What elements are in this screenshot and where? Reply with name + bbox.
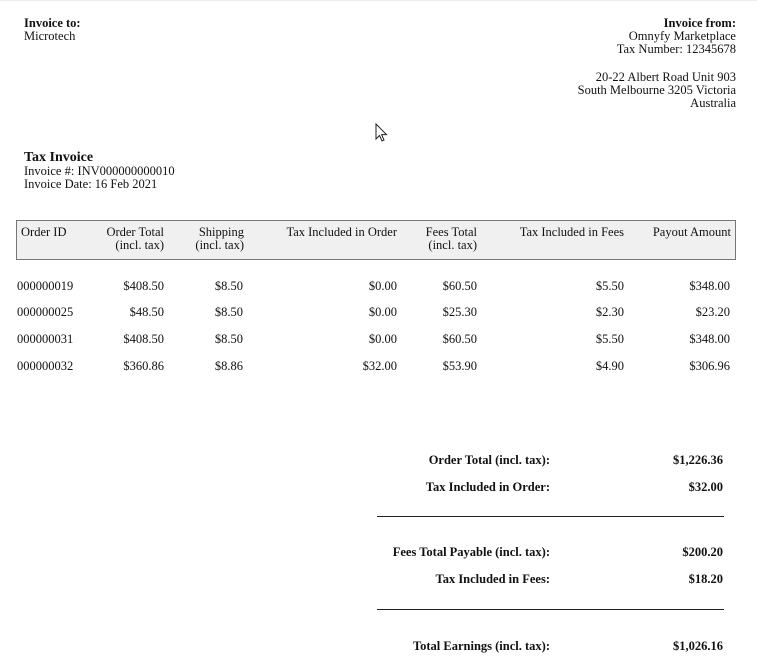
invoice-to-name: Microtech [24, 29, 76, 43]
header-order-total-line2: (incl. tax) [115, 238, 164, 252]
header-fees-total-line2: (incl. tax) [428, 238, 477, 252]
header-tax-in-fees: Tax Included in Fees [519, 225, 624, 239]
cell-order-total: $408.50 [123, 279, 164, 293]
header-shipping-line1: Shipping [198, 225, 244, 239]
address-line-2: South Melbourne 3205 Victoria [577, 83, 736, 97]
cell-shipping: $8.50 [214, 279, 243, 293]
cell-payout: $306.96 [689, 359, 730, 373]
tax-in-fees-label: Tax Included in Fees: [435, 572, 550, 586]
table-header [16, 220, 736, 260]
address-line-3: Australia [690, 96, 736, 110]
invoice-date: Invoice Date: 16 Feb 2021 [24, 177, 158, 191]
cell-payout: $348.00 [689, 279, 730, 293]
cell-shipping: $8.86 [214, 359, 243, 373]
header-payout-amount: Payout Amount [652, 225, 731, 239]
order-total-label: Order Total (incl. tax): [428, 453, 550, 467]
cell-tax-in-fees: $2.30 [595, 305, 624, 319]
invoice-number: Invoice #: INV000000000010 [24, 164, 175, 178]
cell-fees-total: $60.50 [442, 332, 477, 346]
tax-in-order-value: $32.00 [688, 480, 723, 494]
cell-order-total: $48.50 [129, 305, 164, 319]
cell-order-id: 000000025 [17, 305, 74, 319]
header-shipping-line2: (incl. tax) [195, 238, 244, 252]
tax-invoice-title: Tax Invoice [24, 150, 94, 165]
cell-shipping: $8.50 [214, 305, 243, 319]
cell-tax-in-order: $32.00 [362, 359, 397, 373]
cell-tax-in-order: $0.00 [368, 305, 397, 319]
order-total-value: $1,226.36 [673, 453, 723, 467]
cell-tax-in-fees: $5.50 [595, 332, 624, 346]
header-tax-in-order: Tax Included in Order [286, 225, 397, 239]
cell-order-total: $360.86 [123, 359, 164, 373]
totals-divider [377, 609, 724, 610]
header-order-id: Order ID [21, 225, 67, 239]
table-row [0, 360, 757, 374]
tax-in-order-label: Tax Included in Order: [425, 480, 550, 494]
cell-tax-in-order: $0.00 [368, 279, 397, 293]
table-row [0, 306, 757, 320]
total-earnings-label: Total Earnings (incl. tax): [412, 639, 550, 653]
invoice-to-label: Invoice to: [24, 16, 81, 30]
tax-in-fees-value: $18.20 [688, 572, 723, 586]
cell-tax-in-order: $0.00 [368, 332, 397, 346]
page-top-border [0, 0, 757, 1]
header-fees-total [401, 226, 477, 252]
invoice-from-label: Invoice from: [663, 16, 736, 30]
cell-tax-in-fees: $5.50 [595, 279, 624, 293]
invoice-from-block [617, 17, 736, 56]
cell-order-total: $408.50 [123, 332, 164, 346]
table-row [0, 333, 757, 347]
header-shipping [177, 226, 244, 252]
header-order-total-line1: Order Total [106, 225, 164, 239]
fees-total-label: Fees Total Payable (incl. tax): [392, 545, 550, 559]
cell-order-id: 000000019 [17, 279, 74, 293]
address-line-1: 20-22 Albert Road Unit 903 [595, 70, 736, 84]
invoice-to-block [24, 17, 81, 43]
invoice-from-name: Omnyfy Marketplace [628, 29, 736, 43]
cell-order-id: 000000032 [17, 359, 74, 373]
cell-order-id: 000000031 [17, 332, 74, 346]
cell-tax-in-fees: $4.90 [595, 359, 624, 373]
header-fees-total-line1: Fees Total [425, 225, 477, 239]
invoice-from-tax-number: Tax Number: 12345678 [616, 42, 736, 56]
cell-payout: $348.00 [689, 332, 730, 346]
invoice-from-address [578, 71, 736, 110]
cell-fees-total: $53.90 [442, 359, 477, 373]
cell-fees-total: $60.50 [442, 279, 477, 293]
table-row [0, 280, 757, 294]
total-earnings-value: $1,026.16 [673, 639, 723, 653]
mouse-pointer-icon [374, 123, 390, 143]
fees-total-value: $200.20 [682, 545, 723, 559]
totals-divider [377, 516, 724, 517]
header-order-total [83, 226, 164, 252]
cell-shipping: $8.50 [214, 332, 243, 346]
tax-invoice-block [24, 150, 175, 191]
cell-payout: $23.20 [695, 305, 730, 319]
cell-fees-total: $25.30 [442, 305, 477, 319]
